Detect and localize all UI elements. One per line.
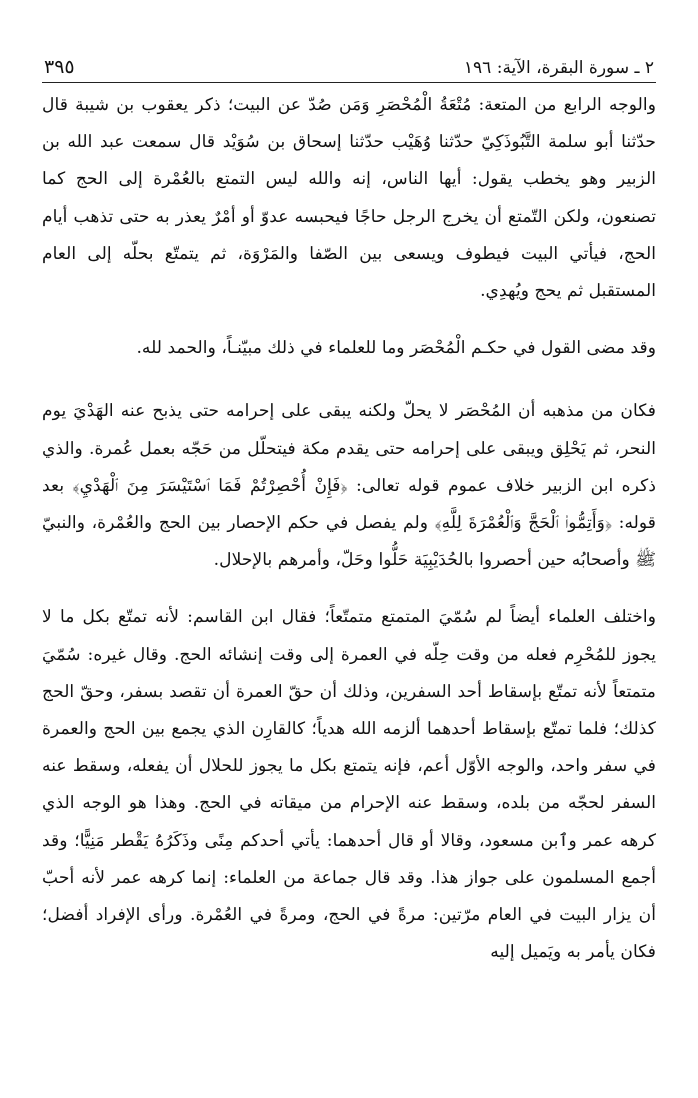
paragraph-muhsar-ruling: وقد مضى القول في حكـم الْمُحْصَر وما للعلماء في ذلك مبيّنـاً، والحمد لله. bbox=[136, 338, 656, 359]
body-text bbox=[42, 87, 656, 971]
page-number: ٣٩٥ bbox=[44, 56, 75, 78]
surah-verse-title: ٢ ـ سورة البقرة، الآية: ١٩٦ bbox=[463, 58, 654, 78]
paragraph-naming-tamattu: واختلف العلماء أيضاً لم سُمّيَ المتمتع متمتّعاً؛ فقال ابن القاسم: لأنه تمتّع بكل ما لا يجوز للمُحْرِم فعله من وقت حِلّه في العمرة إلى وقت إنشائه الحج. وقال غيره: سُمّيَ متمتعاً لأنه تمتّع بإسقاط أحد السفرين، وذلك أن حقّ العمرة أن تقصد بسفر، وحقّ الحج كذلك؛ فلما تمتّع بإسقاط أحدهما ألزمه الله هدياً؛ كالقارِن الذي يجمع بين الحج والعمرة في سفر واحد، والوجه الأوّل أعم، فإنه يتمتع بكل ما يجوز للحلال أن يفعله، وسقط عنه السفر لحجّه من بلده، وسقط عنه الإحرام من ميقاته في الحج. وهذا هو الوجه الذي كرهه عمر وٱبن مسعود، وقالا أو قال أحدهما: يأتي أحدكم مِنًى وذَكَرُهُ يَقْطر مَنِيًّا؛ وقد أجمع المسلمون على جواز هذا. وقد قال جماعة من العلماء: إنما كرهه عمر لأنه أحبّ أن يزار البيت في العام مرّتين: مرةً في الحج، ومرةً في العُمْرة. ورأى الإفراد أفضل؛ فكان يأمر به ويَميل إليه bbox=[42, 607, 656, 963]
paragraph-fourth-type: والوجه الرابع من المتعة: مُتْعَةُ الْمُحْصَرِ وَمَن صُدّ عن البيت؛ ذكر يعقوب بن شيبة قال حدّثنا أبو سلمة التَّبُوذَكِيّ حدّثنا وُهَيْب حدّثنا إسحاق بن سُوَيْد قال سمعت عبد الله بن الزبير وهو يخطب يقول: أيها الناس، إنه والله ليس التمتع بالعُمْرة إلى الحج كما تصنعون، ولكن التّمتع أن يخرج الرجل حاجًا فيحبسه عدوّ أو أمْرٌ يعذر به حتى تذهب أيام الحج، فيأتي البيت فيطوف ويسعى بين الصّفا والمَرْوَة، ثم يتمتّع بحلّه إلى العام المستقبل ثم يحج ويُهدِي. bbox=[42, 95, 656, 302]
running-header bbox=[42, 56, 656, 83]
paragraph-ibn-zubayr-view: فكان من مذهبه أن المُحْصَر لا يحلّ ولكنه يبقى على إحرامه حتى يذبح عنه الهَدْيَ يوم النحر، ثم يَحْلِق ويبقى على إحرامه حتى يقدم مكة فيتحلّل من حَجّه بعمل عُمرة. والذي ذكره ابن الزبير خلاف عموم قوله تعالى: ﴿فَإِنْ أُحْصِرْتُمْ فَمَا ٱسْتَيْسَرَ مِنَ ٱلْهَدْيِ﴾ بعد قوله: ﴿وَأَتِمُّوا۟ ٱلْحَجَّ وَٱلْعُمْرَةَ لِلَّهِ﴾ ولم يفصل في حكم الإحصار بين الحج والعُمْرة، والنبيّ ﷺ وأصحابُه حين أحصروا بالحُدَيْبِيَة حَلُّوا وحَلّ، وأمرهم بالإحلال. bbox=[42, 401, 656, 571]
